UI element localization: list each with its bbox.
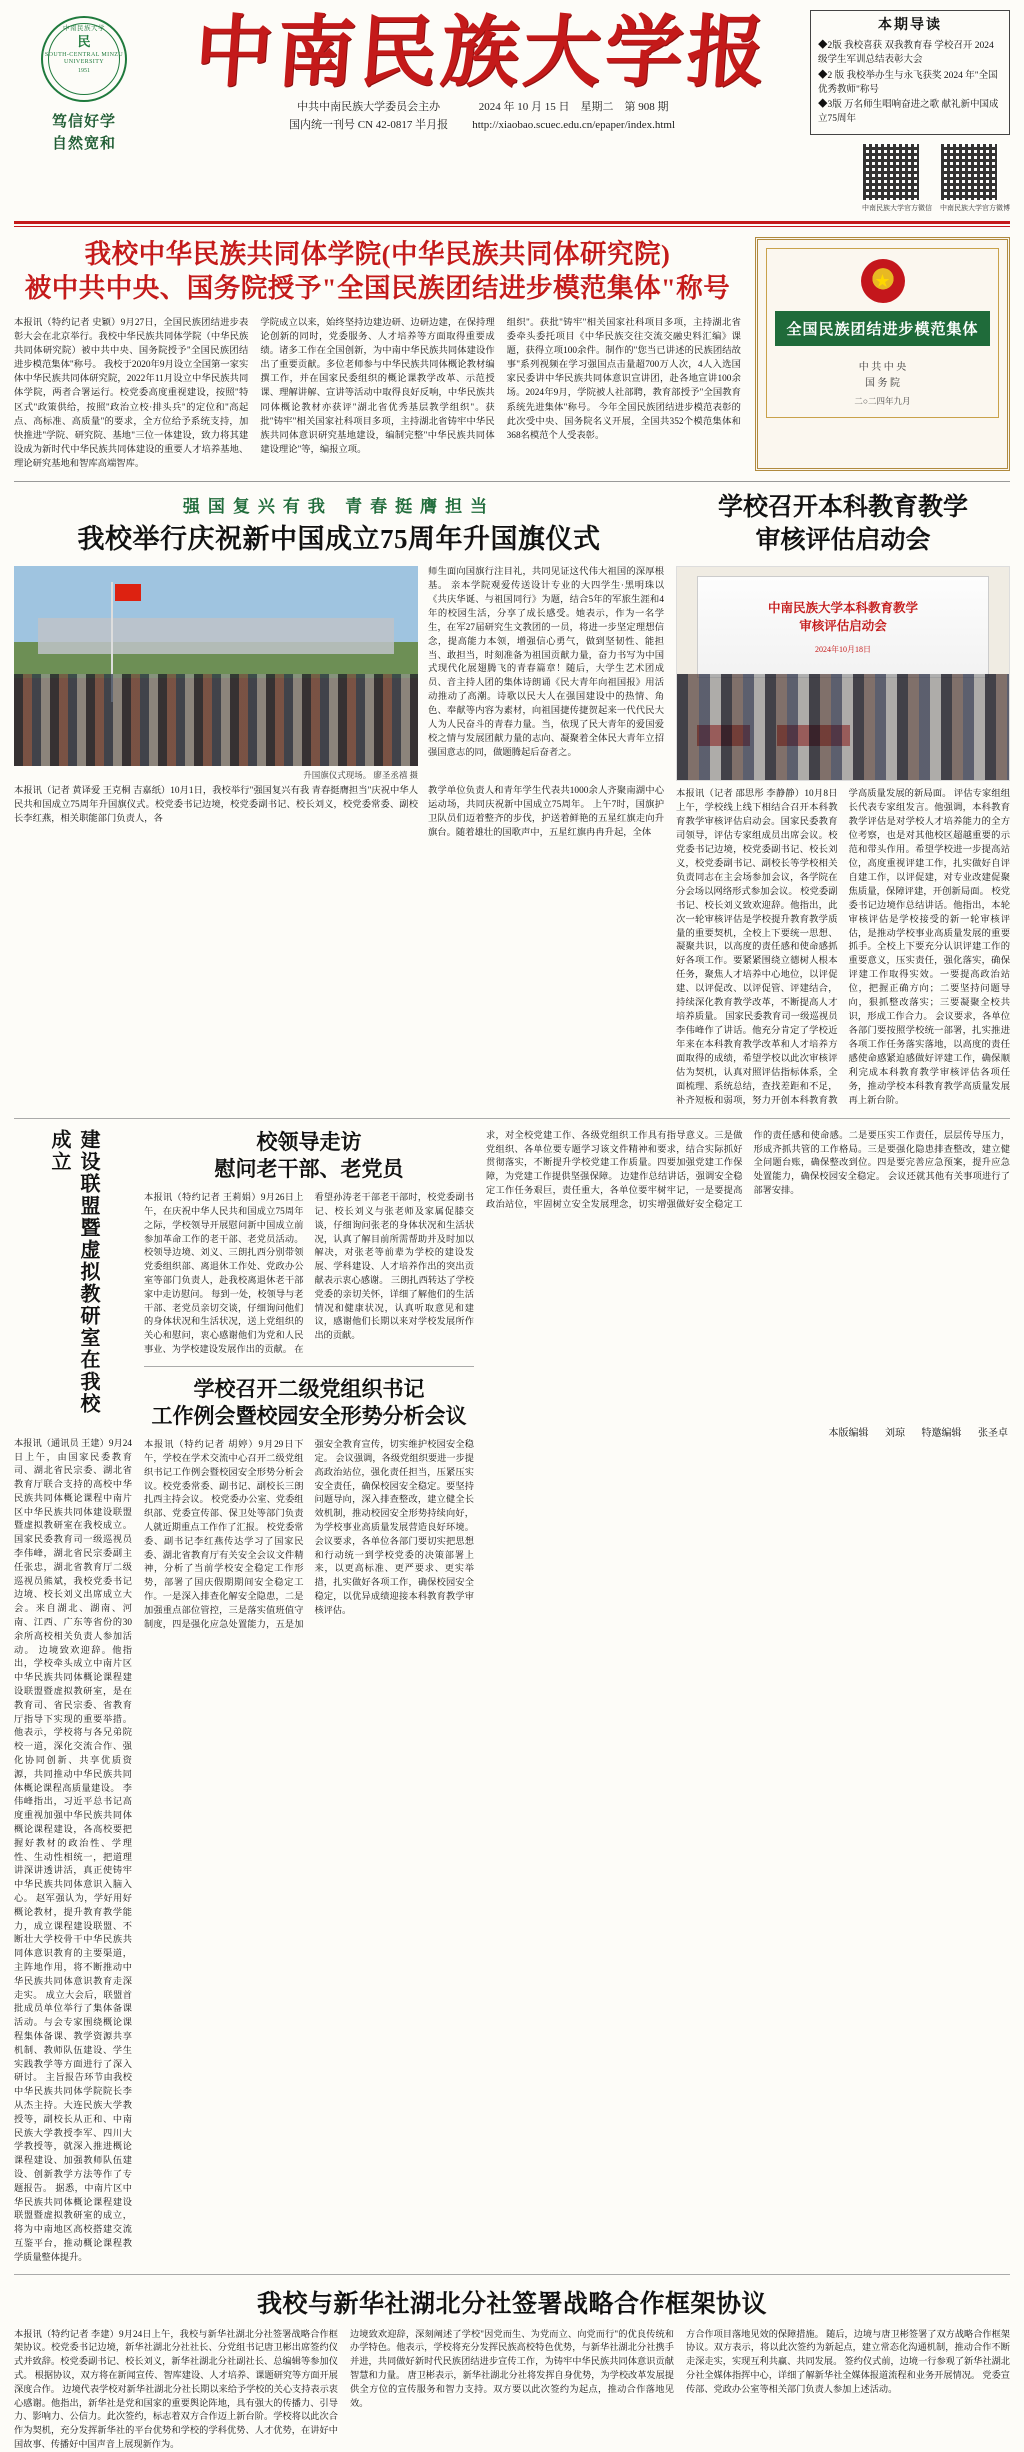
certificate-org-2: 国 务 院	[865, 377, 900, 389]
guide-item[interactable]: ◆3版 万名师生唱响奋进之歌 献礼新中国成立75周年	[818, 100, 999, 125]
proofreader-label: 特邀编辑	[921, 1428, 962, 1439]
qr-codes	[810, 143, 1010, 213]
sponsor: 中共中南民族大学委员会主办	[297, 101, 441, 113]
flag-photo-wrap	[14, 566, 418, 781]
agreement-body	[14, 2328, 1010, 2452]
screen-date: 2024年10月18日	[814, 645, 871, 655]
lower-middle-column	[144, 1129, 474, 2265]
editor-name: 刘琼	[885, 1428, 905, 1439]
reading-guide	[810, 10, 1010, 135]
certificate-photo	[755, 237, 1010, 471]
colophon	[815, 1424, 1009, 1439]
guide-item[interactable]: ◆2版 我校喜获 双我教育春 学校召开 2024级学生军训总结表彰大会	[818, 41, 994, 66]
qr-code-icon[interactable]	[862, 143, 920, 201]
title-column	[164, 10, 800, 134]
section-rule-2	[14, 1118, 1010, 1119]
lead-story-text	[14, 237, 741, 471]
issue-date: 2024 年 10 月 15 日	[478, 101, 570, 113]
alliance-story	[14, 1129, 132, 2265]
flag-story-lower-cols	[14, 785, 664, 841]
motto-line-2: 自然宽和	[51, 135, 116, 152]
alliance-headline	[44, 1129, 102, 1429]
flag-story-photo-row	[14, 566, 664, 781]
masthead-rule-thin	[14, 226, 1010, 227]
university-seal-icon	[41, 16, 127, 102]
screen-title-line-2: 审核评估启动会	[799, 619, 887, 634]
seal-center-text: 民	[77, 33, 91, 49]
page-title: 中南民族大学报	[191, 9, 773, 96]
qr-code-icon[interactable]	[940, 143, 998, 201]
screen-title-line-1: 中南民族大学本科教育教学	[767, 600, 918, 615]
meeting-headline-line-2: 工作例会暨校园安全形势分析会议	[151, 1404, 467, 1429]
meeting-headline	[144, 1376, 474, 1431]
certificate-date: 二○二四年九月	[854, 395, 911, 406]
section-rule-3	[144, 1366, 474, 1367]
certificate-org-1: 中 共 中 央	[858, 361, 907, 373]
lead-col-1: 本报讯（特约记者 史颖）9月27日，全国民族团结进步表彰大会在北京举行。我校中华民族共同体学院（中华民族共同体研究院）被中共中央、国务院授予"全国民族团结进步模范集体"称号。 我校于2020年9月设立全国第一家实体中华民族共同体研究院，2022年11月设立中华民族共同体学院，两者合署运行。校党委高度重视建设，按照"特区式"政策供给，按照"政治立校·排头兵"的定位和"高起点、高标准、高质量"的要求，全方位给予系统支持，加快推进"学院、研究院、基地"三位一体建设，致力将其建设成为新时代中华民族共同体建设的重要人才培养基地、理论研究基地和智库高端智库。	[14, 317, 249, 470]
lead-headline-line-1: 我校中华民族共同体学院(中华民族共同体研究院)	[84, 238, 671, 269]
qr-weibo[interactable]	[940, 143, 1010, 213]
lead-headline-line-2: 被中共中央、国务院授予"全国民族团结进步模范集体"称号	[24, 273, 731, 304]
section-rule-4	[14, 2274, 1010, 2275]
meeting-headline-line-1: 学校召开二级党组织书记	[193, 1376, 425, 1401]
seal-bottom-text: SOUTH-CENTRAL MINZU UNIVERSITY	[44, 51, 124, 65]
evaluation-headline-line-1: 学校召开本科教育教学	[717, 494, 968, 522]
evaluation-body: 本报讯（记者 邵思彤 李静静）10月8日上午，学校线上线下相结合召开本科教育教学审核评估启动会。国家民委教育司领导，评估专家组成员出席会议。校党委书记边境，校党委副书记、校长刘义，校党委副书记、副校长等学校相关负责同志在主会场参加会议，各学院在分会场以网络形式参加会议。 校党委副书记、校长刘义致欢迎辞。他指出，此次一轮审核评估是学校提升教育教学质量的重要契机，全校上下要统一思想、凝聚共识，以高度的责任感和使命感抓好各项工作。要紧紧围绕立德树人根本任务，聚焦人才培养中心地位，以评促建、以评促改、以评促管、评建结合，持续深化教育教学改革，不断提高人才培养质量。 国家民委教育司一级巡视员李伟峰作了讲话。他充分肯定了学校近年来在本科教育教学改革和人才培养方面取得的成绩，希望学校以此次审核评估为契机，认真对照评估指标体系，全面梳理、系统总结，查找差距和不足，补齐短板和弱项，努力开创本科教育教学高质量发展的新局面。 评估专家组组长代表专家组发言。他强调，本科教育教学评估是对学校人才培养能力的全方位考察，也是对其他校区超越重要的示范和带头作用。希望学校进一步提高站位，高度重视评建工作，扎实做好自评自建工作，以评促建，对专业改建促聚焦质量，保障评建，开创新局面。 校党委书记边境作总结讲话。他指出，本轮审核评估是学校接受的新一轮审核评估，是推动学校事业高质量发展的重要抓手。全校上下要充分认识评建工作的重要意义，压实责任，强化落实，确保评建工作取得实效。一要提高政治站位，把握正确方向；二要坚持问题导向，狠抓整改落实；三要凝聚全校共识，形成工作合力。 会议要求，各单位各部门要按照学校统一部署，扎实推进各项工作任务落实落地，以高度的责任感使命感紧迫感做好评建工作，确保顺利完成本科教育教学审核评估各项任务，推动学校本科教育教学高质量发展再上新台阶。	[676, 789, 1010, 1106]
issn: 国内统一刊号 CN 42-0817 半月报	[288, 118, 449, 131]
evaluation-meeting-photo	[676, 566, 1010, 781]
seal-top-text: 中南民族大学	[63, 25, 105, 33]
visit-headline-line-2: 慰问老干部、老党员	[214, 1157, 404, 1182]
certificate-title: 全国民族团结进步模范集体	[775, 311, 990, 346]
flag-ceremony-story	[14, 492, 664, 1109]
motto	[52, 112, 116, 156]
flag-story-col-right: 师生面向国旗行注目礼，共同见证这代伟大祖国的深厚根基。 亲本学院观爱传送设计专业的大四学生·黑明珠以《共庆华诞、与祖国同行》为题，结合5年的军旅生涯和4年的校园生活，分享了成长感受。她表示，作为一名学生，在军27届研究生文教团的一员，将进一步坚定理想信念，提高能力本领，增强信心勇气，做到坚韧性、能担当、敢担当，时刻准备为祖国贡献力量，奋力书写为中国式现代化展翅腾飞的青春篇章！随后，大学生艺术团成员、音主持人团的集体诗朗诵《民大青年向祖国报》用活动推动了高潮。诗歌以民大人在强国建设中的热情、角色、奉献等内容为素材，向祖国捷传捷贺起来一代代民大人为人民奋斗的青春力量。当，依现了民大青年的爱国爱校之情与发展团献力量的志向、凝聚着全体民大青年立招强国意志的同，做题腾起后奋者之。	[428, 566, 664, 759]
projection-screen	[697, 576, 989, 678]
masthead-rule-thick	[14, 221, 1010, 224]
logo-column	[14, 10, 154, 156]
website-link[interactable]: http://xiaobao.scuec.edu.cn/epaper/index.html	[472, 118, 676, 131]
flag-story-col-b: 教学单位负责人和青年学生代表共1000余人齐聚南湖中心运动场，共同庆祝新中国成立75周年。 上午7时，国旗护卫队员们迈着整齐的步伐，护送着鲜艳的五星红旗走向升旗台。随着雄壮的国歌声中，五星红旗冉冉升起，全体	[428, 785, 664, 838]
agreement-story	[14, 2284, 1010, 2452]
publication-line	[164, 99, 800, 134]
qr-caption: 中南民族大学官方微博	[940, 203, 1010, 212]
agreement-col-2: 边境致欢迎辞，深刻阐述了学校"因党而生、为党而立、向党而行"的优良传统和办学特色。他表示，学校将充分发挥民族高校特色优势，与新华社湖北分社携手并进，共同做好新时代民族团结进步宣传工作，为铸牢中华民族共同体意识贡献智慧和力量。 唐卫彬表示，新华社湖北分社将发挥自身优势，为学校改革发展提供全方位的宣传服务和智力支持。双方要以此次签约为起点，推动合作落地见效。	[350, 2328, 674, 2408]
evaluation-headline-line-2: 审核评估启动会	[755, 526, 931, 554]
certificate-inner	[766, 248, 999, 418]
seal-year: 1951	[78, 67, 90, 74]
national-emblem-icon	[861, 259, 905, 303]
issue-weekday: 星期二	[580, 101, 614, 113]
agreement-headline: 我校与新华社湖北分社签署战略合作框架协议	[256, 2290, 767, 2318]
proofreader-name: 张圣卓	[978, 1428, 1008, 1439]
alliance-body: 本报讯（通讯员 王建）9月24日上午，由国家民委教育司、湖北省民宗委、湖北省教育厅联合支持的高校中华民族共同体概论课程中南片区中华民族共同体建设联盟暨虚拟教研室在我校成立。国家民委教育司一级巡视员李伟峰，湖北省民宗委副主任张忠，湖北省教育厅二级巡视员熊斌，我校党委书记边境、校长刘义出席成立大会。来自湖北、湖南、河南、江西、广东等省份的30余所高校相关负责人参加活动。 边境致欢迎辞。他指出，学校牵头成立中南片区中华民族共同体概论课程建设联盟暨虚拟教研室，是在教育司、省民宗委、省教育厅指导下实现的重要举措。他表示，学校将与各兄弟院校一道，深化交流合作、强化协同创新、共享优质资源，共同推动中华民族共同体概论课程高质量建设。 李伟峰指出，习近平总书记高度重视加强中华民族共同体概论课程建设，各高校要把握好教材的政治性、学理性、生动性相统一，把道理讲深讲透讲活，真正使铸牢中华民族共同体意识入脑入心。 赵军强认为，学好用好概论教材，提升教育教学能力，成立课程建设联盟、不断壮大学校骨干中华民族共同体意识教育的主要渠道，主阵地作用，将不断推动中华民族共同体意识教育走深走实。 成立大会后，联盟首批成员单位举行了集体备课活动。与会专家围绕概论课程集体备课、教学资源共享机制、教师队伍建设、学生实践教学等方面进行了深入研讨。 主旨报告环节由我校中华民族共同体学院院长李从杰主持。大连民族大学教授等，副校长从正和、中南民族大学教授李军、四川大学教授等，就深入推进概论课程建设、加强教师队伍建设、创新教学方法等作了专题报告。 据悉，中南片区中华民族共同体概论课程建设联盟暨虚拟教研室的成立，将为中南地区高校搭建交流互鉴平台，推动概论课程教学质量整体提升。	[14, 1437, 132, 2262]
lead-headline	[14, 237, 741, 306]
guide-column	[810, 10, 1010, 213]
visit-body: 本报讯（特约记者 王莉娟）9月26日上午，在庆祝中华人民共和国成立75周年之际，学校领导开展慰问新中国成立前参加革命工作的老干部、老党员活动。校领导边境、刘义、三朗扎西分别带领党委组织部、离退休工作处、党政办公室等部门负责人，赴我校离退休老干部家中走访慰问。 每到一处，校领导与老干部、老党员亲切交谈，仔细询问他们的身体状况和生活状况，送上党组织的关心和慰问，衷心感谢他们为党和人民事业、为学校建设发展作出的贡献。 在看望孙涛老干部老干部时，校党委副书记、校长刘义与张老师及家属促膝交谈，仔细询问张老的身体状况和生活状况，认真了解目前所需帮助并及时加以解决，对张老等前辈为学校的建设发展、学科建设、人才培养作出的突出贡献表示衷心感谢。 三朗扎西转达了学校党委的亲切关怀，详细了解他们的生活情况和健康状况，认真听取意见和建议，感谢他们长期以来对学校发展所作出的贡献。	[144, 1192, 474, 1354]
meeting-body: 本报讯（特约记者 胡婷）9月29日下午，学校在学术交流中心召开二级党组织书记工作例会暨校园安全形势分析会议。校党委常委、副书记、副校长三朗扎西主持会议。 校党委办公室、党委组织部、党委宣传部、保卫处等部门负责人就近期重点工作作了汇报。 校党委常委、副书记李红燕传达学习了国家民委、湖北省教育厅有关安全会议文件精神，分析了当前学校安全稳定工作形势，部署了国庆假期期间安全稳定工作。一是深入排查化解安全隐患，二是加强重点部位管控，三是落实值班值守制度，四是强化应急处置能力，五是加强安全教育宣传，切实维护校园安全稳定。 会议强调，各级党组织要进一步提高政治站位，强化责任担当，压紧压实安全责任，确保校园安全稳定。要坚持问题导向，深入排查整改，建立健全长效机制，推动校园安全形势持续向好，为学校事业高质量发展营造良好环境。 会议要求，各单位各部门要切实把思想和行动统一到学校党委的决策部署上来，以更高标准、更严要求、更实举措，扎实做好各项工作，确保校园安全稳定，以优异成绩迎接本科教育教学审核评估。	[144, 1439, 474, 1629]
flag-photo-caption: 升国旗仪式现场。 廖圣丞禧 摄	[303, 769, 418, 780]
editor-label: 本版编辑	[828, 1428, 869, 1439]
guide-item[interactable]: ◆2 版 我校举办生与永飞获奖 2024 年"全国优秀教师"称号	[818, 70, 998, 95]
flag-ceremony-photo	[14, 566, 418, 766]
visit-headline-line-1: 校领导走访	[256, 1129, 362, 1154]
qr-caption: 中南民族大学官方微信	[862, 203, 932, 212]
alliance-headline-main: 建设联盟暨虚拟教研室在我校成立	[48, 1128, 99, 1415]
masthead	[14, 10, 1010, 213]
lead-story	[14, 237, 1010, 471]
lead-body	[14, 316, 741, 471]
lead-col-2: 学院成立以来，始终坚持边建边研、边研边建，在保持理论创新的同时，党委服务、人才培养等方面取得重要成绩。诸多工作在全国创新，为中南中华民族共同体建设作出了重要贡献。多位老师参与中华民族共同体概论教材编撰工作，并在国家民委组织的概论课教学改革、示范授课、理解讲解、宣讲等活动中取得良好反响，中华民族共同体概论教材亦获评"湖北省优秀基层教学组织"。获批"铸牢"相关国家社科项目多项，主持湖北省铸牢中华民族共同体意识研究基地建设，编制完整"中华民族共同体建设理论"等，编报立项。	[260, 317, 495, 455]
agreement-col-3: 方合作项目落地见效的保障措施。 随后，边境与唐卫彬签署了双方战略合作框架协议。双方表示，将以此次签约为新起点，建立常态化沟通机制，推动合作不断走深走实，实现互利共赢、共同发展。 签约仪式前，边境一行参观了新华社湖北分社全媒体指挥中心，详细了解新华社全媒体报道流程和业务开展情况。 党委宣传部、党政办公室等相关部门负责人参加上述活动。	[686, 2328, 1010, 2394]
flag-story-headline: 我校举行庆祝新中国成立75周年升国旗仪式	[77, 524, 601, 555]
publisher-block	[289, 99, 448, 134]
guide-title: 本期导读	[878, 18, 942, 33]
flag-story-col-a: 本报讯（记者 黄译爱 王克桐 吉嘉纸）10月1日，我校举行"强国复兴有我 青春挺膺担当"庆祝中华人民共和国成立75周年升国旗仪式。校党委书记边境，校党委副书记、校长刘义，校党委常委、副校长李红燕，相关职能部门负责人，各	[14, 785, 418, 824]
mid-section	[14, 492, 1010, 1109]
section-rule	[14, 481, 1010, 482]
issue-block	[472, 99, 675, 134]
motto-line-1: 笃信好学	[51, 114, 116, 130]
evaluation-headline	[676, 492, 1010, 557]
lower-right-column: 求，对全校党建工作、各级党组织工作具有指导意义。三是做党组织、各单位要专题学习该文件精神和要求，结合实际抓好贯彻落实，不断提升学校党建工作质量。四要加强党建工作保障，为党建工作提供坚强保障。 边建作总结讲话，强调安全稳定工作任务艰巨，责任重大，各单位要牢树牢记，一是要提高政治站位，牢固树立安全发展理念，切实增强做好安全稳定工作的责任感和使命感。二是要压实工作责任，层层传导压力，形成齐抓共管的工作格局。三是要强化隐患排查整改，建立健全问题台账，确保整改到位。四是要完善应急预案，提升应急处置能力，确保校园安全稳定。 会议还就其他有关事项进行了部署安排。	[486, 1129, 1010, 1209]
visit-headline	[144, 1129, 474, 1184]
qr-wechat[interactable]	[862, 143, 932, 213]
issue-number: 第 908 期	[624, 101, 669, 113]
flag-story-kicker: 强国复兴有我 青春挺膺担当	[182, 497, 496, 517]
evaluation-story	[676, 492, 1010, 1109]
agreement-col-1: 本报讯（特约记者 李建）9月24日上午，我校与新华社湖北分社签署战略合作框架协议。校党委书记边境，新华社湖北分社社长、分党组书记唐卫彬出席签约仪式并致辞。校党委副书记、校长刘义，新华社湖北分社副社长、总编辑等参加仪式。 根据协议，双方将在新闻宣传、智库建设、人才培养、课题研究等方面开展深度合作。 边境代表学校对新华社湖北分社长期以来给予学校的关心支持表示衷心感谢。他指出，新华社是党和国家的重要舆论阵地，具有强大的传播力、引导力、影响力、公信力。此次签约，标志着双方合作迈上新台阶。学校将以此次合作为契机，充分发挥新华社的平台优势和学校的学科优势、人才优势，在讲好中国故事、传播好中国声音上展现新作为。	[14, 2328, 338, 2449]
lead-col-3: 组织"。获批"铸牢"相关国家社科项目多项，主持湖北省委牵头委托项目《中华民族交往交流交融史料汇编》课题，获得立项100余件。制作的"您当已讲述的民族团结故事"系列视频在学习强国点击量超700万人次，4人入选国家民委讲中华民族共同体意识宣讲团，赴各地宣讲100余场。2024年9月，学院被人社部聘，教育部授予"全国教育系统先进集体"称号。 今年全国民族团结进步模范表彰的此次受中央、国务院名义开展，全国共352个模范集体和368名模范个人受表彰。	[506, 317, 741, 441]
lower-section	[14, 1129, 1010, 2265]
